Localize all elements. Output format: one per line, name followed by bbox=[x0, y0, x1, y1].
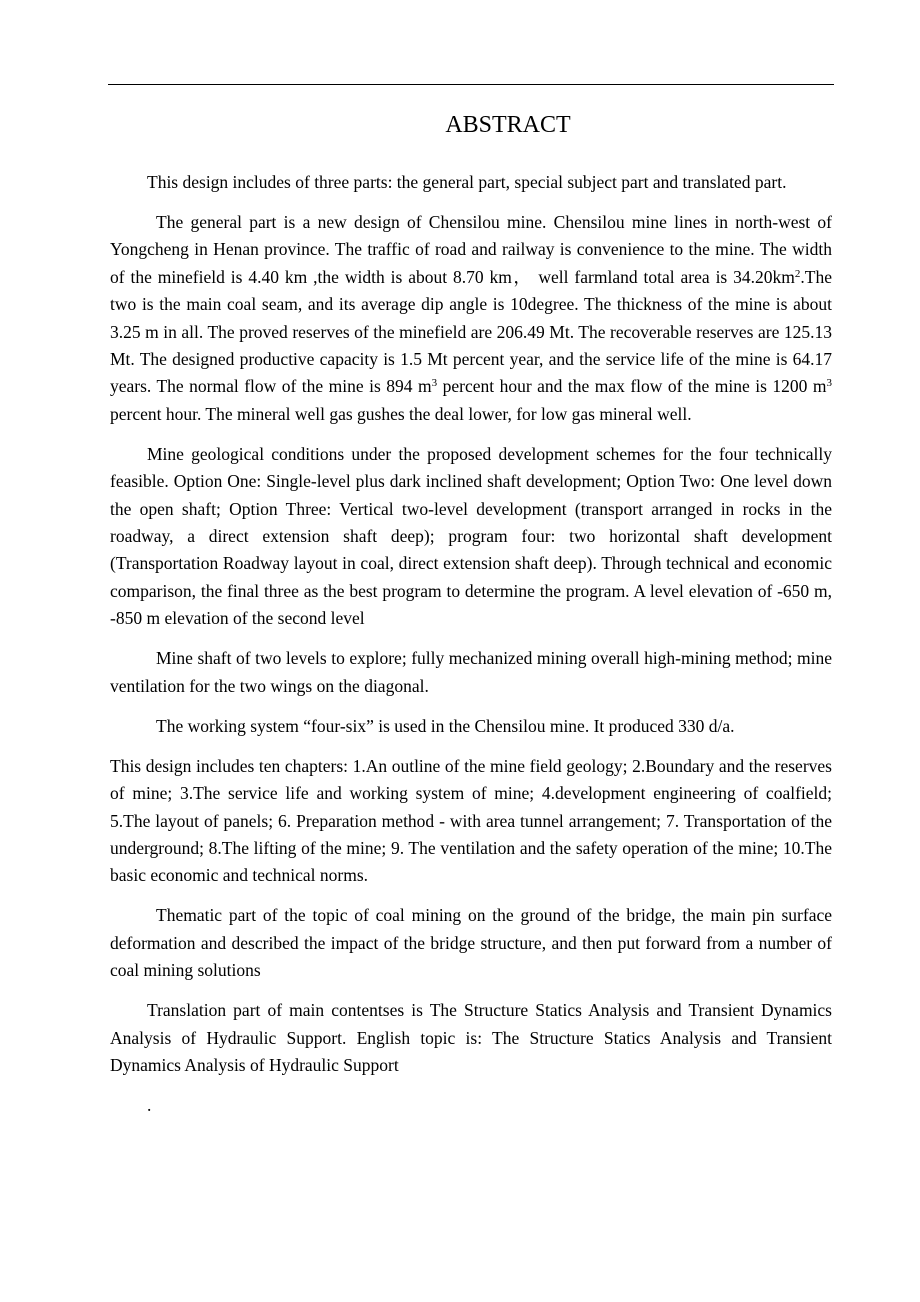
general-part-text-a: The general part is a new design of Chensilou mine. Chensilou mine lines in north-west of Yongcheng in Henan province. The traffic of road and railway is convenience to the mine. The width of the minefield is 4.40 km ,the width is about 8.70 km， well farmland total area is 34.20km bbox=[110, 212, 832, 287]
paragraph-development-schemes: Mine geological conditions under the proposed development schemes for the four technically feasible. Option One: Single-level plus dark inclined shaft development; Option Two: One level down the open shaft; Option Three: Vertical two-level development (transport arranged in rocks in the roadway, a direct extension shaft deep); program four: two horizontal shaft development (Transportation Roadway layout in coal, direct extension shaft deep). Through technical and economic comparison, the final three as the best program to determine the program. A level elevation of -650 m, -850 m elevation of the second level bbox=[110, 443, 832, 629]
superscript-3-second: 3 bbox=[826, 377, 833, 390]
paragraph-general-part bbox=[110, 209, 832, 428]
paragraph-working-system: The working system “four-six” is used in the Chensilou mine. It produced 330 d/a. bbox=[156, 715, 735, 736]
general-part-text-b: .The two is the main coal seam, and its average dip angle is 10degree. The thickness of the mine is about 3.25 m in all. The proved reserves of the minefield are 206.49 Mt. The recoverable reserves are 125.13 Mt. The designed productive capacity is 1.5 Mt percent year, and the service life of the mine is 64.17 years. The normal flow of the mine is 894 m bbox=[110, 266, 832, 397]
general-part-text-c: percent hour and the max flow of the mine is 1200 m bbox=[437, 376, 827, 397]
abstract-body bbox=[110, 169, 832, 1132]
superscript-3-first: 3 bbox=[431, 377, 438, 390]
superscript-2: 2 bbox=[794, 267, 801, 280]
paragraph-overview: This design includes of three parts: the general part, special subject part and translated part. bbox=[147, 172, 787, 192]
page-title: ABSTRACT bbox=[445, 112, 571, 138]
paragraph-thematic-part: Thematic part of the topic of coal mining on the ground of the bridge, the main pin surface deformation and described the impact of the bridge structure, and then put forward from a number of coal mining solutions bbox=[110, 905, 832, 981]
trailing-period: . bbox=[147, 1094, 152, 1115]
header-rule bbox=[108, 84, 834, 85]
general-part-text-d: percent hour. The mineral well gas gushes the deal lower, for low gas mineral well. bbox=[110, 403, 692, 424]
paragraph-chapters: This design includes ten chapters: 1.An outline of the mine field geology; 2.Boundary and the reserves of mine; 3.The service life and working system of mine; 4.development engineering of coalfield; 5.The layout of panels; 6. Preparation method - with area tunnel arrangement; 7. Transportation of the underground; 8.The lifting of the mine; 9. The ventilation and the safety operation of the mine; 10.The basic economic and technical norms. bbox=[110, 755, 832, 886]
paragraph-translation-part: Translation part of main contentses is The Structure Statics Analysis and Transient Dynamics Analysis of Hydraulic Support. English topic is: The Structure Statics Analysis and Transient Dynamics Analysis of Hydraulic Support bbox=[110, 1000, 832, 1075]
paragraph-shaft-levels: Mine shaft of two levels to explore; fully mechanized mining overall high-mining method; mine ventilation for the two wings on the diagonal. bbox=[110, 648, 832, 696]
